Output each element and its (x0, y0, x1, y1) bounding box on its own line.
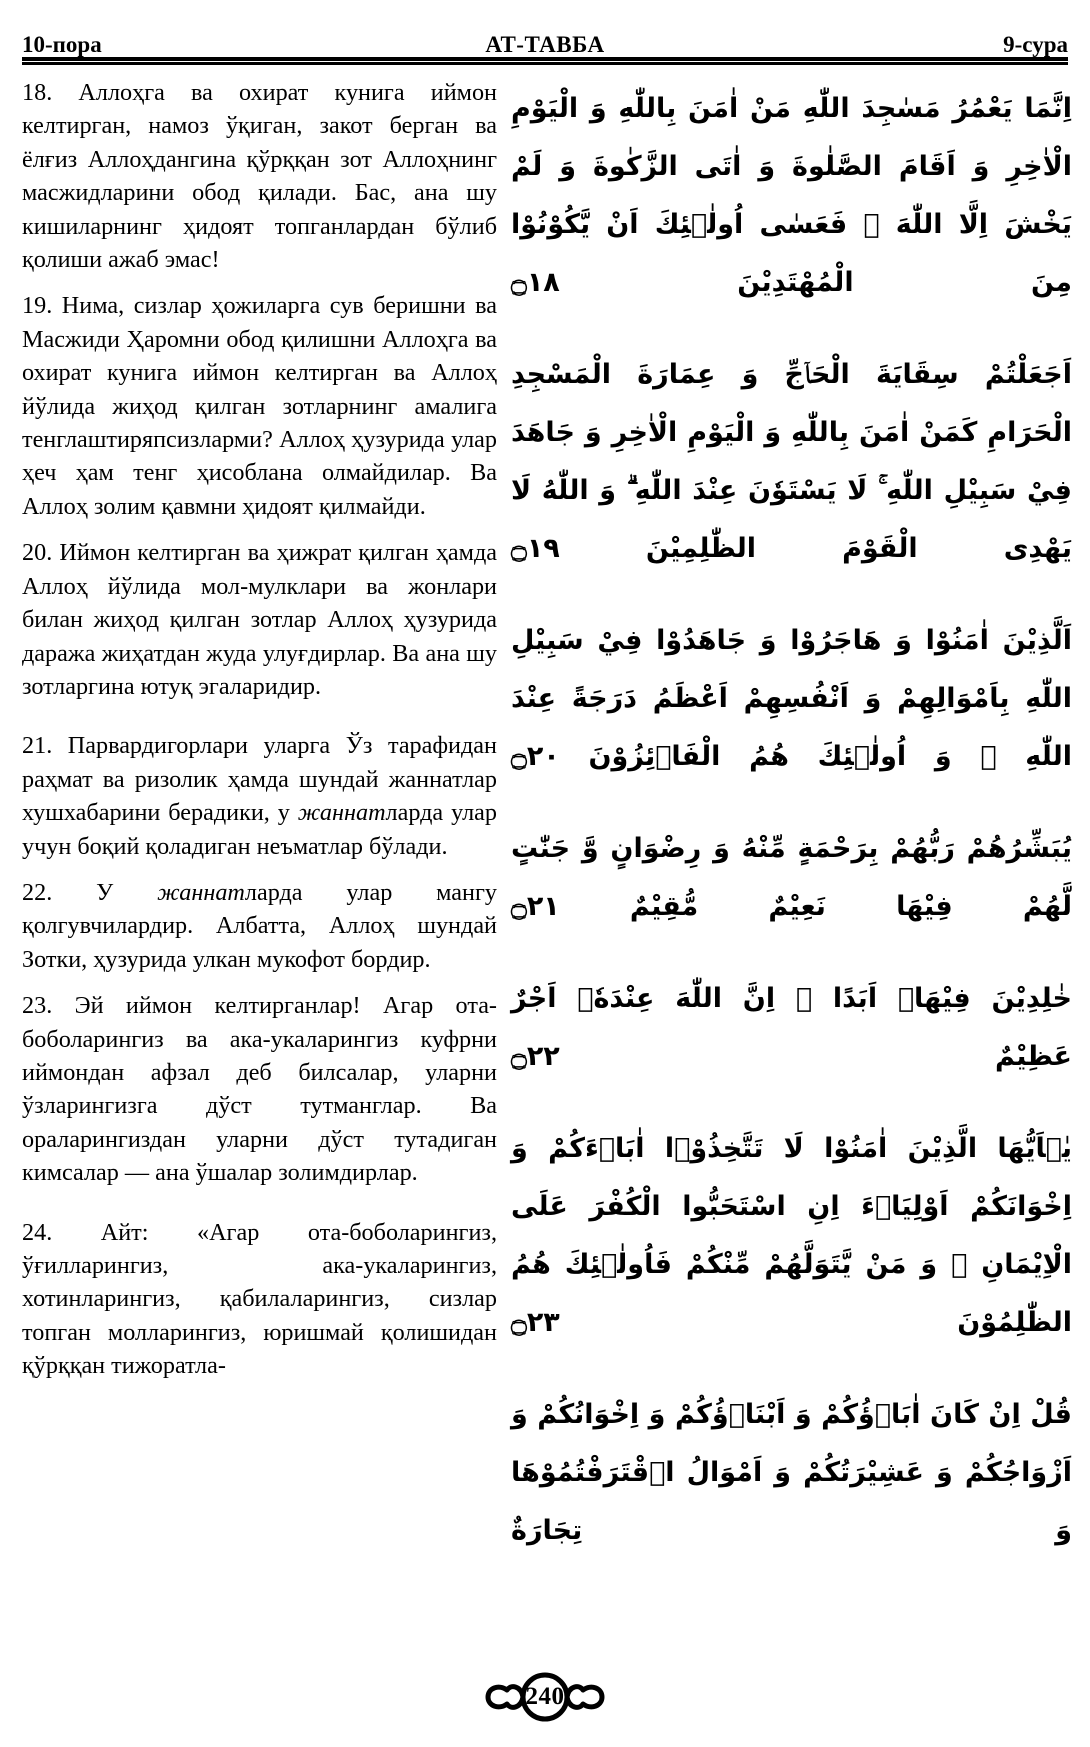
verse-paragraph-19: 19. Нима, сизлар ҳожиларга сув беришни ва Масжиди Ҳаромни обод қилишни Аллоҳга ва охират кунига иймон келтирган ва Аллоҳ йўлида жиҳод қилган зотларнинг амалига тенглаштиряпсизларми? Аллоҳ ҳузурида улар ҳеч ҳам тенг ҳисоблана олмайдилар. Ва Аллоҳ золим қавмни ҳидоят қилмайди. (22, 292, 497, 520)
verse-paragraph-20: 20. Иймон келтирган ва ҳижрат қилган ҳамда Аллоҳ йўлида мол-мулклари ва жонлари билан жиҳод қилган зотлар Аллоҳ ҳузурида даража жиҳатдан жуда улуғдирлар. Ва ана шу зотларгина ютуқ эгаларидир. (22, 539, 497, 700)
arabic-verse-19: اَجَعَلْتُمْ سِقَايَةَ الْحَاۤجِّ وَ عِمَارَةَ الْمَسْجِدِ الْحَرَامِ كَمَنْ اٰمَنَ بِاللّٰهِ وَ الْيَوْمِ الْاٰخِرِ وَ جَاهَدَ فِيْ سَبِيْلِ اللّٰهِ ۚ لَا يَسْتَوٗنَ عِنْدَ اللّٰهِ ۗ وَ اللّٰهُ لَا يَهْدِى الْقَوْمَ الظّٰلِمِيْنَ ۝١٩ (511, 359, 1072, 564)
page-number: 240 (525, 1683, 565, 1710)
page-number-ornament (455, 1668, 635, 1726)
header-juz-label: 10-пора (22, 32, 102, 57)
arabic-verse-24: قُلْ اِنْ كَانَ اٰبَاۤؤُكُمْ وَ اَبْنَاۤؤُكُمْ وَ اِخْوَانُكُمْ وَ اَزْوَاجُكُمْ وَ عَشِيْرَتُكُمْ وَ اَمْوَالُ ا۟قْتَرَفْتُمُوْهَا وَ تِجَارَةٌ (511, 1399, 1072, 1546)
page-body (22, 76, 1072, 1637)
verse-22-italic-term: жаннат (157, 878, 245, 906)
uzbek-translation-column (22, 76, 503, 1637)
page-header (22, 22, 1068, 56)
arabic-verse-18: اِنَّمَا يَعْمُرُ مَسٰجِدَ اللّٰهِ مَنْ اٰمَنَ بِاللّٰهِ وَ الْيَوْمِ الْاٰخِرِ وَ اَقَامَ الصَّلٰوةَ وَ اٰتَى الزَّكٰوةَ وَ لَمْ يَخْشَ اِلَّا اللّٰهَ ۖ فَعَسٰى اُولٰۤئِكَ اَنْ يَّكُوْنُوْا مِنَ الْمُهْتَدِيْنَ ۝١٨ (511, 93, 1072, 298)
verse-21-italic-term: жаннат (297, 799, 386, 827)
page-footer (0, 1665, 1090, 1729)
verse-paragraph-24: 24. Айт: «Агар ота-боболарингиз, ўғилларингиз, ака-укаларингиз, хотинларингиз, қабилаларингиз, сизлар топган молларингиз, юришмай қолишидан қўрққан тижоратла- (22, 1218, 497, 1380)
arabic-verse-22: خٰلِدِيْنَ فِيْهَاۤ اَبَدًا ۗ اِنَّ اللّٰهَ عِنْدَهٗۤ اَجْرٌ عَظِيْمٌ ۝٢٢ (511, 983, 1072, 1072)
rule-thin-line (22, 62, 1068, 65)
verse-paragraph-22 (22, 876, 497, 976)
verse-21-text-post: ларда улар учун боқий қоладиган неъматлар бўлади. (22, 799, 497, 860)
arabic-verse-23: يٰۤاَيُّهَا الَّذِيْنَ اٰمَنُوْا لَا تَتَّخِذُوْۤا اٰبَاۤءَكُمْ وَ اِخْوَانَكُمْ اَوْلِيَاۤءَ اِنِ اسْتَحَبُّوا الْكُفْرَ عَلَى الْاِيْمَانِ ۚ وَ مَنْ يَّتَوَلَّهُمْ مِّنْكُمْ فَاُولٰۤئِكَ هُمُ الظّٰلِمُوْنَ ۝٢٣ (511, 1133, 1072, 1338)
arabic-verse-20: اَلَّذِيْنَ اٰمَنُوْا وَ هَاجَرُوْا وَ جَاهَدُوْا فِيْ سَبِيْلِ اللّٰهِ بِاَمْوَالِهِمْ وَ اَنْفُسِهِمْ اَعْظَمُ دَرَجَةً عِنْدَ اللّٰهِ ۚ وَ اُولٰۤئِكَ هُمُ الْفَاۤئِزُوْنَ ۝٢٠ (511, 625, 1072, 772)
verse-paragraph-23: 23. Эй иймон келтирганлар! Агар ота-боболарингиз ва ака-укаларингиз куфрни иймондан афзал деб билсалар, уларни ўзларингизга дўст тутманглар. Ва ораларингиздан уларни дўст тутадиган кимсалар — ана ўшалар золимдирлар. (22, 992, 497, 1187)
verse-22-text-post: ларда улар мангу қолгувчилардир. Албатта, Аллоҳ шундай Зотки, ҳузурида улкан мукофот бордир. (22, 878, 497, 973)
arabic-verse-21: يُبَشِّرُهُمْ رَبُّهُمْ بِرَحْمَةٍ مِّنْهُ وَ رِضْوَانٍ وَّ جَنّٰتٍ لَّهُمْ فِيْهَا نَعِيْمٌ مُّقِيْمٌ ۝٢١ (511, 833, 1072, 922)
arabic-quran-column (503, 76, 1072, 1637)
verse-21-text-pre: 21. Парвардигорлари уларга Ўз тарафидан раҳмат ва ризолик ҳамда шундай жаннатлар хушхабарини берадики, у (22, 732, 497, 827)
verse-paragraph-18: 18. Аллоҳга ва охират кунига иймон келтирган, намоз ўқиган, закот берган ва ёлғиз Аллоҳдангина қўрққан зот Аллоҳнинг масжидларини обод қилади. Бас, ана шу кишиларнинг ҳидоят топганлардан бўлиб қолиши ажаб эмас! (22, 79, 497, 274)
header-divider-rule (22, 57, 1068, 65)
verse-paragraph-21 (22, 729, 497, 863)
verse-22-text-pre: 22. У (22, 878, 158, 906)
header-surah-number: 9-сура (1003, 32, 1068, 57)
header-surah-title: АТ-ТАВБА (485, 32, 605, 57)
